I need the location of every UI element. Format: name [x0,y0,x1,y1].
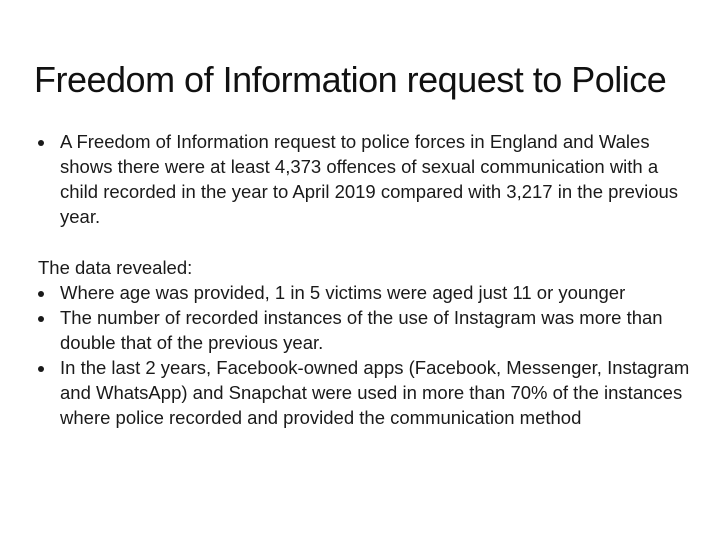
intro-bullet-text: A Freedom of Information request to police forces in England and Wales shows there were at least 4,373 offences of sexual communication with a child recorded in the year to April 2019 compared with 3,217 in the previous year. [60,131,679,227]
list-item [38,129,698,229]
list-item [38,280,698,305]
slide-title: Freedom of Information request to Police [34,59,667,100]
intro-block [38,129,698,229]
bullet-icon [38,366,44,372]
bullet-icon [38,316,44,322]
findings-list [38,280,698,430]
bullet-icon [38,291,44,297]
finding-text: The number of recorded instances of the use of Instagram was more than double that of the previous year. [60,307,663,353]
list-item [38,305,698,355]
finding-text: Where age was provided, 1 in 5 victims were aged just 11 or younger [60,282,626,303]
bullet-icon [38,140,44,146]
finding-text: In the last 2 years, Facebook-owned apps (Facebook, Messenger, Instagram and WhatsApp) and Snapchat were used in more than 70% of the instances where police recorded and provided the communication method [60,357,690,428]
findings-block [38,255,698,430]
list-item [38,355,698,430]
data-heading: The data revealed: [38,257,193,278]
intro-bullet-list [38,129,698,229]
